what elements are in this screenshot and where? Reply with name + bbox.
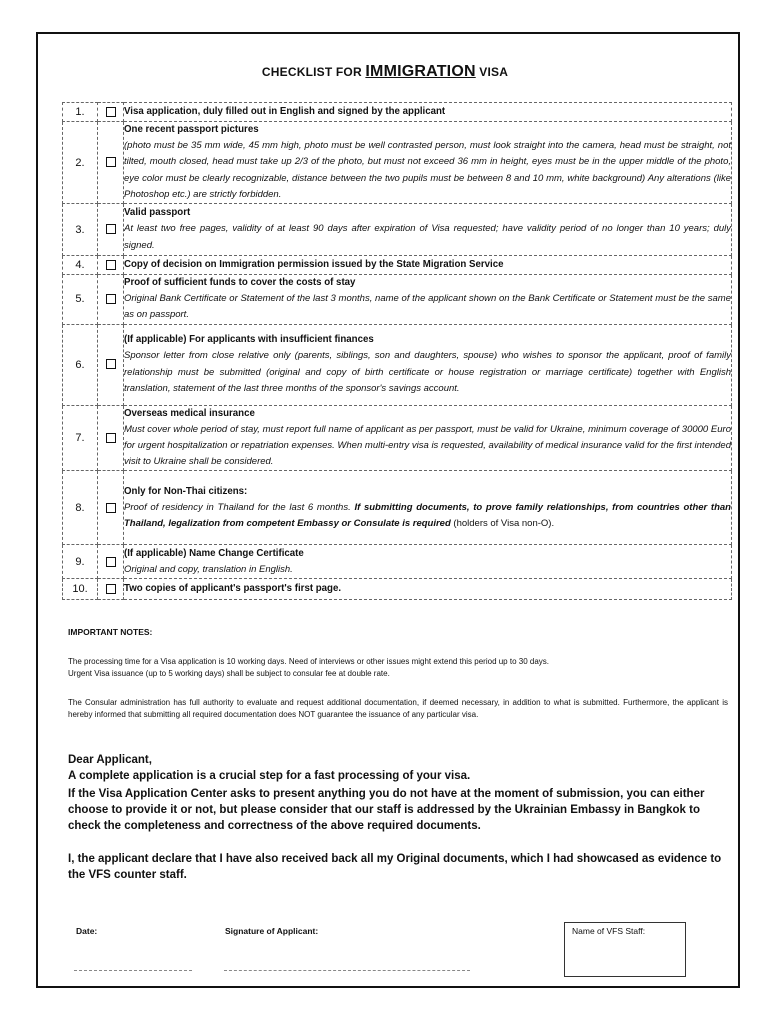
- checklist-table: [62, 102, 732, 600]
- item-description-emphasis: If submitting documents, to prove family relationships, from countries other than Thailand, legalization from competent Embassy or Consulate is required: [124, 501, 731, 530]
- item-checkbox[interactable]: [106, 557, 116, 567]
- checklist-row: [63, 275, 732, 325]
- checklist-row: [63, 579, 732, 600]
- item-checkbox[interactable]: [106, 503, 116, 513]
- checklist-row: [63, 405, 732, 471]
- vfs-staff-box[interactable]: [564, 922, 686, 977]
- signature-line[interactable]: [224, 970, 470, 971]
- item-checkbox[interactable]: [106, 294, 116, 304]
- item-heading: One recent passport pictures: [124, 124, 259, 135]
- item-description: Must cover whole period of stay, must report full name of applicant as per passport, must be valid for Ukraine, minimum coverage of 30000 Euro for urgent hospitalization or repatriation expenses. When multi-entry visa is requested, availability of medical insurance valid for the first intended visit to Ukraine shall be considered.: [124, 423, 731, 468]
- dear-applicant-greeting: Dear Applicant,: [68, 754, 152, 766]
- item-description-text: Proof of residency in Thailand for the last 6 months.: [124, 501, 351, 513]
- item-heading: Valid passport: [124, 207, 191, 219]
- item-description: Original Bank Certificate or Statement of the last 3 months, name of the applicant shown on the Bank Certificate or Statement must be the same as on passport.: [124, 293, 731, 321]
- checklist-row: [63, 204, 732, 256]
- item-description: (photo must be 35 mm wide, 45 mm high, photo must be well contrasted person, must look straight into the camera, head must be straight, not tilted, mouth closed, head must take up 2/3 of the photo, but must not exceed 36 mm in height, eyes must be in the upper middle of the photo, eye color must be clearly recognizable, distance between the two pupils must be between 8 and 10 mm, white background) Any alterations (like Photoshop etc.) are strictly forbidden.: [124, 140, 731, 200]
- item-number: 7.: [63, 405, 98, 471]
- item-checkbox[interactable]: [106, 260, 116, 270]
- notes-line: The processing time for a Visa application is 10 working days. Need of interviews or other issues might extend this period up to 30 days.: [68, 657, 549, 666]
- title-prefix: CHECKLIST FOR: [261, 65, 362, 79]
- item-number: 9.: [63, 545, 98, 579]
- item-checkbox[interactable]: [106, 584, 116, 594]
- item-heading: (If applicable) Name Change Certificate: [124, 547, 304, 559]
- item-checkbox[interactable]: [106, 157, 116, 167]
- important-notes-heading: IMPORTANT NOTES:: [68, 627, 153, 637]
- item-description: At least two free pages, validity of at least 90 days after expiration of Visa requested; have validity period of no longer than 10 years; duly signed.: [124, 223, 731, 251]
- checklist-row: [63, 103, 732, 122]
- checklist-row: [63, 256, 732, 275]
- item-heading: Proof of sufficient funds to cover the costs of stay: [124, 277, 356, 289]
- title-main: IMMIGRATION: [365, 63, 476, 80]
- item-number: 8.: [63, 471, 98, 545]
- item-checkbox[interactable]: [106, 433, 116, 443]
- notes-paragraph-2: The Consular administration has full authority to evaluate and request additional documentation, if deemed necessary, in addition to what is submitted. Furthermore, the applicant is hereby informed that submitting all required documentation does NOT guarantee the issuance of any particular visa.: [68, 698, 728, 719]
- item-number: 6.: [63, 324, 98, 405]
- date-line[interactable]: [74, 970, 192, 971]
- page-title: [0, 63, 770, 81]
- checklist-row: [63, 324, 732, 405]
- item-heading: Only for Non-Thai citizens:: [124, 485, 248, 497]
- item-description: Sponsor letter from close relative only (parents, siblings, son and daughters, spouse) who wishes to sponsor the applicant, proof of family relationship must be submitted (original and copy of birth certificate or house registration or marriage certificate) together with English translation, statement of the last three months of the sponsor's savings account.: [124, 350, 731, 394]
- item-number: 1.: [63, 103, 98, 122]
- item-description: Original and copy, translation in English.: [124, 563, 293, 575]
- vfs-staff-label: Name of VFS Staff:: [572, 926, 646, 936]
- checklist-row: [63, 122, 732, 204]
- checklist-row: [63, 471, 732, 545]
- item-heading: Two copies of applicant's passport's first page.: [124, 583, 342, 595]
- item-heading: Overseas medical insurance: [124, 407, 255, 419]
- notes-line: Urgent Visa issuance (up to 5 working days) shall be subject to consular fee at double rate.: [68, 668, 390, 678]
- notes-paragraph-1: [68, 656, 728, 680]
- item-heading: Visa application, duly filled out in English and signed by the applicant: [124, 105, 446, 117]
- title-suffix: VISA: [479, 65, 509, 79]
- checklist-row: [63, 545, 732, 579]
- item-number: 4.: [63, 256, 98, 275]
- item-checkbox[interactable]: [106, 224, 116, 234]
- applicant-declaration: I, the applicant declare that I have also received back all my Original documents, which I had showcased as evidence to the VFS counter staff.: [68, 853, 722, 882]
- item-number: 10.: [63, 579, 98, 600]
- item-number: 2.: [63, 122, 98, 204]
- item-heading: (If applicable) For applicants with insufficient finances: [124, 334, 374, 346]
- dear-applicant-paragraph: If the Visa Application Center asks to present anything you do not have at the moment of submission, you can either choose to provide it or not, but please consider that our staff is addressed by the Ukrainian Embassy in Bangkok to check the completeness and correctness of the above required documents.: [68, 788, 705, 833]
- item-number: 5.: [63, 275, 98, 325]
- signature-label: Signature of Applicant:: [225, 926, 319, 936]
- item-description: [124, 500, 731, 532]
- item-number: 3.: [63, 204, 98, 256]
- date-label: Date:: [76, 926, 98, 936]
- dear-applicant-line: A complete application is a crucial step for a fast processing of your visa.: [68, 770, 471, 782]
- item-checkbox[interactable]: [106, 107, 116, 117]
- item-checkbox[interactable]: [106, 359, 116, 369]
- item-description-tail: (holders of Visa non-O).: [453, 518, 555, 530]
- item-heading: Copy of decision on Immigration permission issued by the State Migration Service: [124, 258, 504, 270]
